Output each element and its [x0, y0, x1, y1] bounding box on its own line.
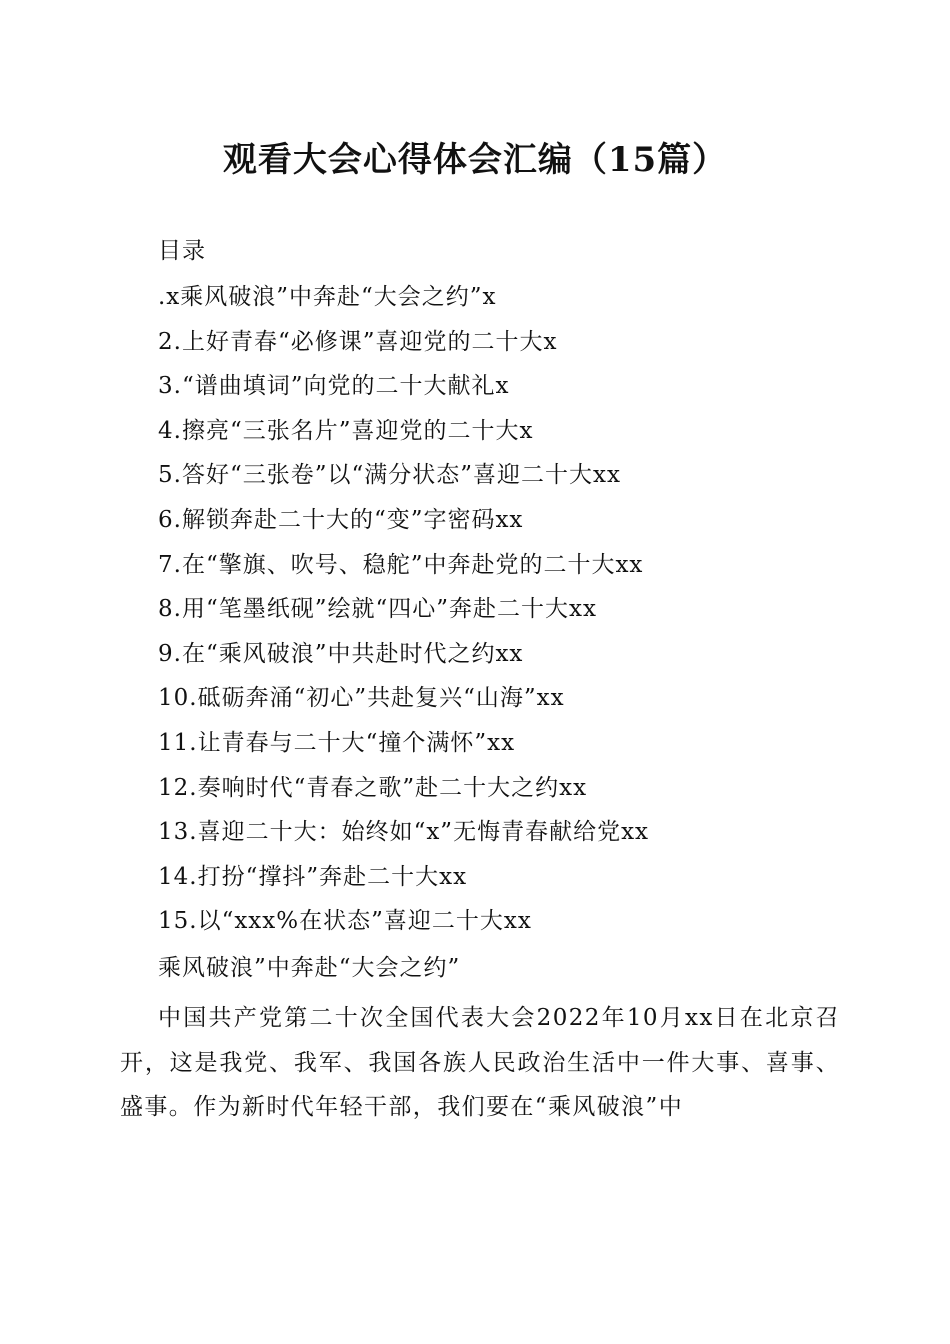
toc-item: 2.上好青春“必修课”喜迎党的二十大x — [158, 328, 558, 355]
body-paragraph: 中国共产党第二十次全国代表大会2022年10月xx日在北京召开，这是我党、我军、我国各族人民政治生活中一件大事、喜事、盛事。作为新时代年轻干部，我们要在“乘风破浪”中 — [120, 1005, 840, 1121]
section-heading: 乘风破浪”中奔赴“大会之约” — [158, 955, 461, 981]
toc-item: 8.用“笔墨纸砚”绘就“四心”奔赴二十大xx — [158, 596, 597, 623]
document-title: 观看大会心得体会汇编（15篇） — [222, 140, 728, 180]
toc-item: 6.解锁奔赴二十大的“变”字密码xx — [158, 506, 524, 533]
toc-item: .x乘风破浪”中奔赴“大会之约”x — [158, 284, 497, 310]
toc-item: 4.擦亮“三张名片”喜迎党的二十大x — [158, 417, 534, 444]
toc-item: 3.“谱曲填词”向党的二十大献礼x — [158, 373, 510, 400]
toc-item: 15.以“xxx%在状态”喜迎二十大xx — [158, 908, 532, 935]
toc-item: 14.打扮“撑抖”奔赴二十大xx — [158, 863, 468, 890]
toc-item: 7.在“擎旗、吹号、稳舵”中奔赴党的二十大xx — [158, 551, 644, 578]
toc-item: 5.答好“三张卷”以“满分状态”喜迎二十大xx — [158, 462, 621, 489]
toc-item: 9.在“乘风破浪”中共赴时代之约xx — [158, 640, 524, 667]
toc-item: 12.奏响时代“青春之歌”赴二十大之约xx — [158, 774, 588, 801]
toc-heading: 目录 — [158, 238, 206, 264]
toc-item: 13.喜迎二十大：始终如“x”无悔青春献给党xx — [158, 819, 650, 846]
toc-item: 10.砥砺奔涌“初心”共赴复兴“山海”xx — [158, 685, 565, 712]
toc-list — [158, 280, 649, 949]
toc-item: 11.让青春与二十大“撞个满怀”xx — [158, 729, 516, 756]
